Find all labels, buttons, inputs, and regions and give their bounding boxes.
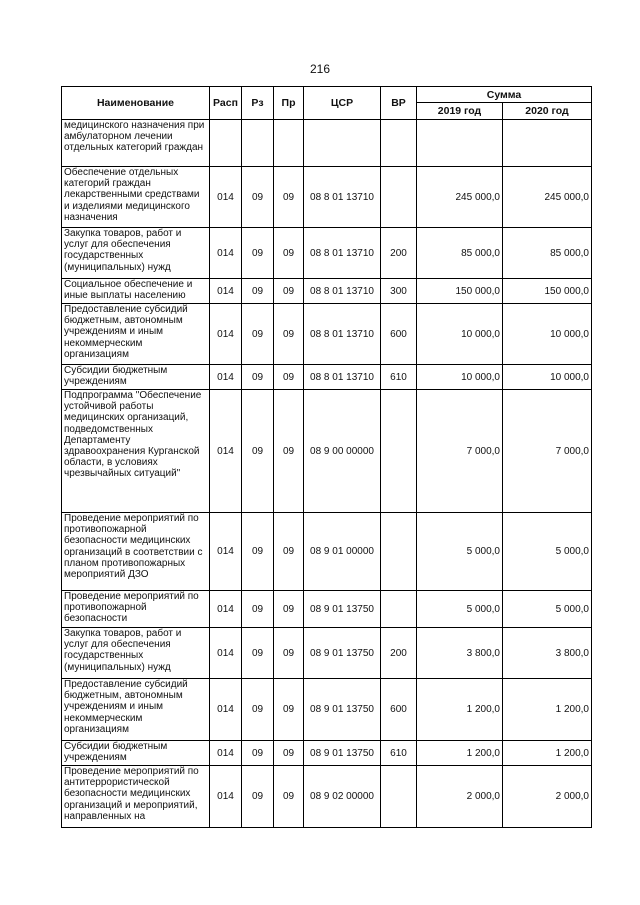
row-rasp: 014 (210, 513, 242, 591)
header-vr: ВР (381, 87, 417, 120)
row-vr (381, 513, 417, 591)
table-row (62, 228, 592, 279)
row-vr: 600 (381, 304, 417, 365)
row-csr: 08 8 01 13710 (304, 167, 381, 228)
header-rz: Рз (242, 87, 274, 120)
row-csr (304, 120, 381, 167)
page-number: 216 (309, 62, 331, 76)
row-sum-2020: 150 000,0 (503, 279, 592, 304)
row-name: Предоставление субсидий бюджетным, автономным учреждениям и иным некоммерческим организациям (62, 304, 210, 365)
row-rz: 09 (242, 766, 274, 828)
row-rz: 09 (242, 228, 274, 279)
row-name: Обеспечение отдельных категорий граждан лекарственными средствами и изделиями медицинского назначения (62, 167, 210, 228)
row-rasp: 014 (210, 365, 242, 390)
row-vr (381, 766, 417, 828)
row-csr: 08 9 01 13750 (304, 628, 381, 679)
row-sum-2020: 10 000,0 (503, 304, 592, 365)
row-csr: 08 9 00 00000 (304, 390, 381, 513)
row-csr: 08 9 01 13750 (304, 679, 381, 741)
row-csr: 08 8 01 13710 (304, 365, 381, 390)
row-sum-2019: 10 000,0 (417, 365, 503, 390)
row-pr: 09 (274, 167, 304, 228)
row-sum-2019: 7 000,0 (417, 390, 503, 513)
header-pr: Пр (274, 87, 304, 120)
row-sum-2020: 10 000,0 (503, 365, 592, 390)
row-rasp: 014 (210, 679, 242, 741)
row-sum-2020: 3 800,0 (503, 628, 592, 679)
table-row (62, 390, 592, 513)
row-rasp: 014 (210, 741, 242, 766)
row-csr: 08 8 01 13710 (304, 279, 381, 304)
row-sum-2019: 150 000,0 (417, 279, 503, 304)
row-rasp: 014 (210, 628, 242, 679)
row-rz: 09 (242, 679, 274, 741)
table-row (62, 279, 592, 304)
row-sum-2020: 245 000,0 (503, 167, 592, 228)
table-row (62, 679, 592, 741)
row-pr: 09 (274, 741, 304, 766)
row-sum-2020: 7 000,0 (503, 390, 592, 513)
row-vr (381, 591, 417, 628)
row-pr: 09 (274, 228, 304, 279)
row-name: Социальное обеспечение и иные выплаты населению (62, 279, 210, 304)
row-rasp (210, 120, 242, 167)
header-sum: Сумма (417, 87, 592, 103)
row-sum-2019: 5 000,0 (417, 591, 503, 628)
row-rz: 09 (242, 167, 274, 228)
header-2020: 2020 год (503, 103, 592, 120)
row-rasp: 014 (210, 228, 242, 279)
row-sum-2020 (503, 120, 592, 167)
row-sum-2020: 5 000,0 (503, 513, 592, 591)
row-rasp: 014 (210, 279, 242, 304)
row-name: медицинского назначения при амбулаторном лечении отдельных категорий граждан (62, 120, 210, 167)
row-rasp: 014 (210, 167, 242, 228)
row-pr (274, 120, 304, 167)
row-pr: 09 (274, 628, 304, 679)
row-vr: 600 (381, 679, 417, 741)
row-pr: 09 (274, 365, 304, 390)
row-vr: 610 (381, 365, 417, 390)
row-sum-2020: 2 000,0 (503, 766, 592, 828)
row-csr: 08 8 01 13710 (304, 304, 381, 365)
table-row (62, 628, 592, 679)
row-name: Субсидии бюджетным учреждениям (62, 365, 210, 390)
row-name: Проведение мероприятий по противопожарной безопасности (62, 591, 210, 628)
row-rz: 09 (242, 741, 274, 766)
row-csr: 08 9 01 13750 (304, 591, 381, 628)
row-name: Субсидии бюджетным учреждениям (62, 741, 210, 766)
row-rz: 09 (242, 390, 274, 513)
row-vr: 610 (381, 741, 417, 766)
row-rasp: 014 (210, 304, 242, 365)
table-row (62, 513, 592, 591)
row-rz: 09 (242, 279, 274, 304)
row-rz: 09 (242, 513, 274, 591)
header-rasp: Расп (210, 87, 242, 120)
table-row (62, 766, 592, 828)
row-pr: 09 (274, 766, 304, 828)
row-name: Закупка товаров, работ и услуг для обеспечения государственных (муниципальных) нужд (62, 628, 210, 679)
row-sum-2020: 1 200,0 (503, 679, 592, 741)
row-csr: 08 9 02 00000 (304, 766, 381, 828)
header-csr: ЦСР (304, 87, 381, 120)
row-sum-2019: 3 800,0 (417, 628, 503, 679)
row-pr: 09 (274, 304, 304, 365)
row-sum-2019: 2 000,0 (417, 766, 503, 828)
table-row (62, 120, 592, 167)
header-name: Наименование (62, 87, 210, 120)
row-vr (381, 167, 417, 228)
row-rz: 09 (242, 628, 274, 679)
row-pr: 09 (274, 679, 304, 741)
row-name: Проведение мероприятий по противопожарной безопасности медицинских организаций в соответствии с планом противопожарных мероприятий ДЗО (62, 513, 210, 591)
header-2019: 2019 год (417, 103, 503, 120)
row-rz (242, 120, 274, 167)
row-name: Подпрограмма "Обеспечение устойчивой работы медицинских организаций, подведомственных Департаменту здравоохранения Курганской области, в условиях чрезвычайных ситуаций" (62, 390, 210, 513)
row-rz: 09 (242, 591, 274, 628)
row-rasp: 014 (210, 390, 242, 513)
table-row (62, 591, 592, 628)
row-pr: 09 (274, 279, 304, 304)
row-rz: 09 (242, 304, 274, 365)
row-pr: 09 (274, 390, 304, 513)
row-sum-2019: 10 000,0 (417, 304, 503, 365)
row-csr: 08 9 01 00000 (304, 513, 381, 591)
row-name: Проведение мероприятий по антитеррористической безопасности медицинских организаций и мероприятий, направленных на (62, 766, 210, 828)
row-rasp: 014 (210, 766, 242, 828)
row-vr (381, 390, 417, 513)
table-row (62, 741, 592, 766)
row-rz: 09 (242, 365, 274, 390)
table-row (62, 304, 592, 365)
row-sum-2019: 245 000,0 (417, 167, 503, 228)
row-sum-2020: 5 000,0 (503, 591, 592, 628)
row-sum-2019: 1 200,0 (417, 741, 503, 766)
row-sum-2019 (417, 120, 503, 167)
row-name: Предоставление субсидий бюджетным, автономным учреждениям и иным некоммерческим организациям (62, 679, 210, 741)
row-rasp: 014 (210, 591, 242, 628)
table-row (62, 365, 592, 390)
budget-table (61, 86, 592, 828)
row-pr: 09 (274, 591, 304, 628)
row-vr: 200 (381, 628, 417, 679)
row-sum-2020: 85 000,0 (503, 228, 592, 279)
row-csr: 08 9 01 13750 (304, 741, 381, 766)
row-csr: 08 8 01 13710 (304, 228, 381, 279)
row-sum-2019: 85 000,0 (417, 228, 503, 279)
table-row (62, 167, 592, 228)
row-vr (381, 120, 417, 167)
row-vr: 300 (381, 279, 417, 304)
row-sum-2020: 1 200,0 (503, 741, 592, 766)
row-vr: 200 (381, 228, 417, 279)
row-sum-2019: 5 000,0 (417, 513, 503, 591)
row-pr: 09 (274, 513, 304, 591)
row-sum-2019: 1 200,0 (417, 679, 503, 741)
row-name: Закупка товаров, работ и услуг для обеспечения государственных (муниципальных) нужд (62, 228, 210, 279)
